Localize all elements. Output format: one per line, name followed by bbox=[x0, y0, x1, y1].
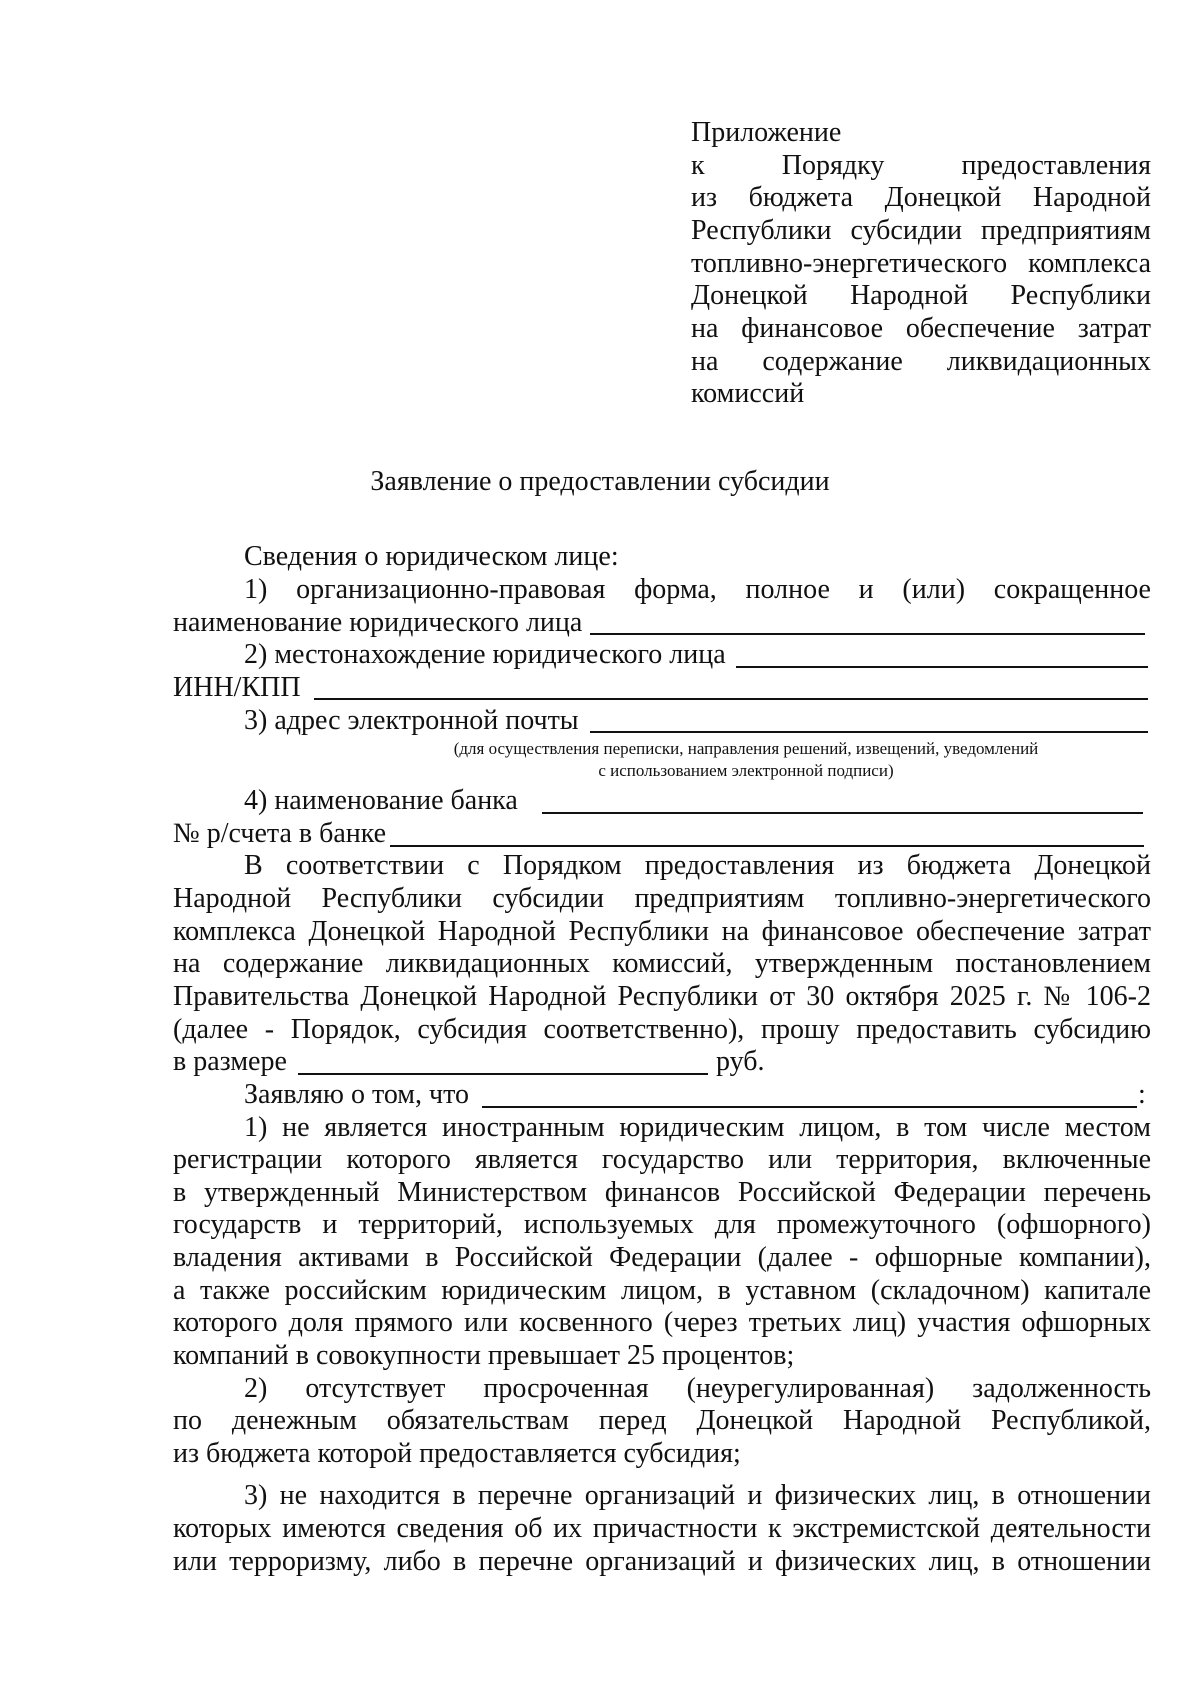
appendix-line: топливно-энергетического комплекса bbox=[691, 248, 1151, 279]
request-line: (далее - Порядок, субсидия соответственно), прошу предоставить субсидию bbox=[173, 1014, 1151, 1045]
request-line: Правительства Донецкой Народной Республики от 30 октября 2025 г. № 106-2 bbox=[173, 981, 1151, 1012]
appendix-line: комиссий bbox=[691, 378, 805, 409]
appendix-line: Республики субсидии предприятиям bbox=[691, 215, 1151, 246]
appendix-line: из бюджета Донецкой Народной bbox=[691, 182, 1151, 213]
amount-prefix: в размере bbox=[173, 1046, 287, 1077]
declare-suffix: : bbox=[1138, 1079, 1146, 1110]
clause1-line: 1) не является иностранным юридическим лицом, в том числе местом bbox=[244, 1112, 1151, 1143]
email-note-line2: с использованием электронной подписи) bbox=[598, 761, 894, 780]
inn-kpp-field[interactable] bbox=[314, 698, 1148, 700]
request-line: на содержание ликвидационных комиссий, утвержденным постановлением bbox=[173, 948, 1151, 979]
clause3-line: которых имеются сведения об их причастности к экстремистской деятельности bbox=[173, 1513, 1151, 1544]
declare-prefix: Заявляю о том, что bbox=[244, 1079, 469, 1110]
clause1-line: которого доля прямого или косвенного (через третьих лиц) участия офшорных bbox=[173, 1307, 1151, 1338]
clause3-line: или терроризму, либо в перечне организаций и физических лиц, в отношении bbox=[173, 1546, 1151, 1577]
info-item-1-cont: наименование юридического лица bbox=[173, 607, 583, 638]
address-field[interactable] bbox=[736, 666, 1148, 668]
amount-field[interactable] bbox=[298, 1073, 708, 1075]
clause1-line: владения активами в Российской Федерации (далее - офшорные компании), bbox=[173, 1242, 1151, 1273]
email-note-line1: (для осуществления переписки, направления решений, извещений, уведомлений bbox=[453, 739, 1039, 758]
clause2-line: по денежным обязательствам перед Донецкой Народной Республикой, bbox=[173, 1405, 1151, 1436]
appendix-line: к Порядку предоставления bbox=[691, 150, 1151, 181]
clause2-line: 2) отсутствует просроченная (неурегулированная) задолженность bbox=[244, 1373, 1151, 1404]
info-item-2: 2) местонахождение юридического лица bbox=[244, 639, 726, 670]
request-line: В соответствии с Порядком предоставления из бюджета Донецкой bbox=[244, 850, 1151, 881]
clause1-line: государств и территорий, используемых для промежуточного (офшорного) bbox=[173, 1209, 1151, 1240]
inn-label: ИНН/КПП bbox=[173, 672, 301, 703]
info-item-4: 4) наименование банка bbox=[244, 785, 518, 816]
declare-field[interactable] bbox=[482, 1106, 1137, 1108]
appendix-line: Приложение bbox=[691, 117, 842, 148]
document-title: Заявление о предоставлении субсидии bbox=[370, 466, 830, 497]
request-line: комплекса Донецкой Народной Республики на финансовое обеспечение затрат bbox=[173, 916, 1151, 947]
clause3-line: 3) не находится в перечне организаций и физических лиц, в отношении bbox=[244, 1480, 1151, 1511]
bank-name-field[interactable] bbox=[542, 812, 1143, 814]
amount-suffix: руб. bbox=[716, 1046, 765, 1077]
appendix-line: на финансовое обеспечение затрат bbox=[691, 313, 1151, 344]
account-label: № р/счета в банке bbox=[173, 818, 387, 849]
clause2-last: из бюджета которой предоставляется субсидия; bbox=[173, 1438, 741, 1469]
clause1-line: в утвержденный Министерством финансов Российской Федерации перечень bbox=[173, 1177, 1151, 1208]
clause1-line: регистрации которого является государство или территория, включенные bbox=[173, 1144, 1151, 1175]
clause1-last: компаний в совокупности превышает 25 процентов; bbox=[173, 1340, 795, 1371]
account-field[interactable] bbox=[390, 845, 1144, 847]
info-item-3: 3) адрес электронной почты bbox=[244, 705, 579, 736]
email-field[interactable] bbox=[590, 731, 1148, 733]
appendix-line: Донецкой Народной Республики bbox=[691, 280, 1151, 311]
request-line: Народной Республики субсидии предприятиям топливно-энергетического bbox=[173, 883, 1151, 914]
appendix-line: на содержание ликвидационных bbox=[691, 346, 1151, 377]
entity-name-field[interactable] bbox=[590, 633, 1145, 635]
clause1-line: а также российским юридическим лицом, в уставном (складочном) капитале bbox=[173, 1275, 1151, 1306]
info-heading: Сведения о юридическом лице: bbox=[244, 541, 619, 572]
info-item-1: 1) организационно-правовая форма, полное и (или) сокращенное bbox=[244, 574, 1151, 605]
